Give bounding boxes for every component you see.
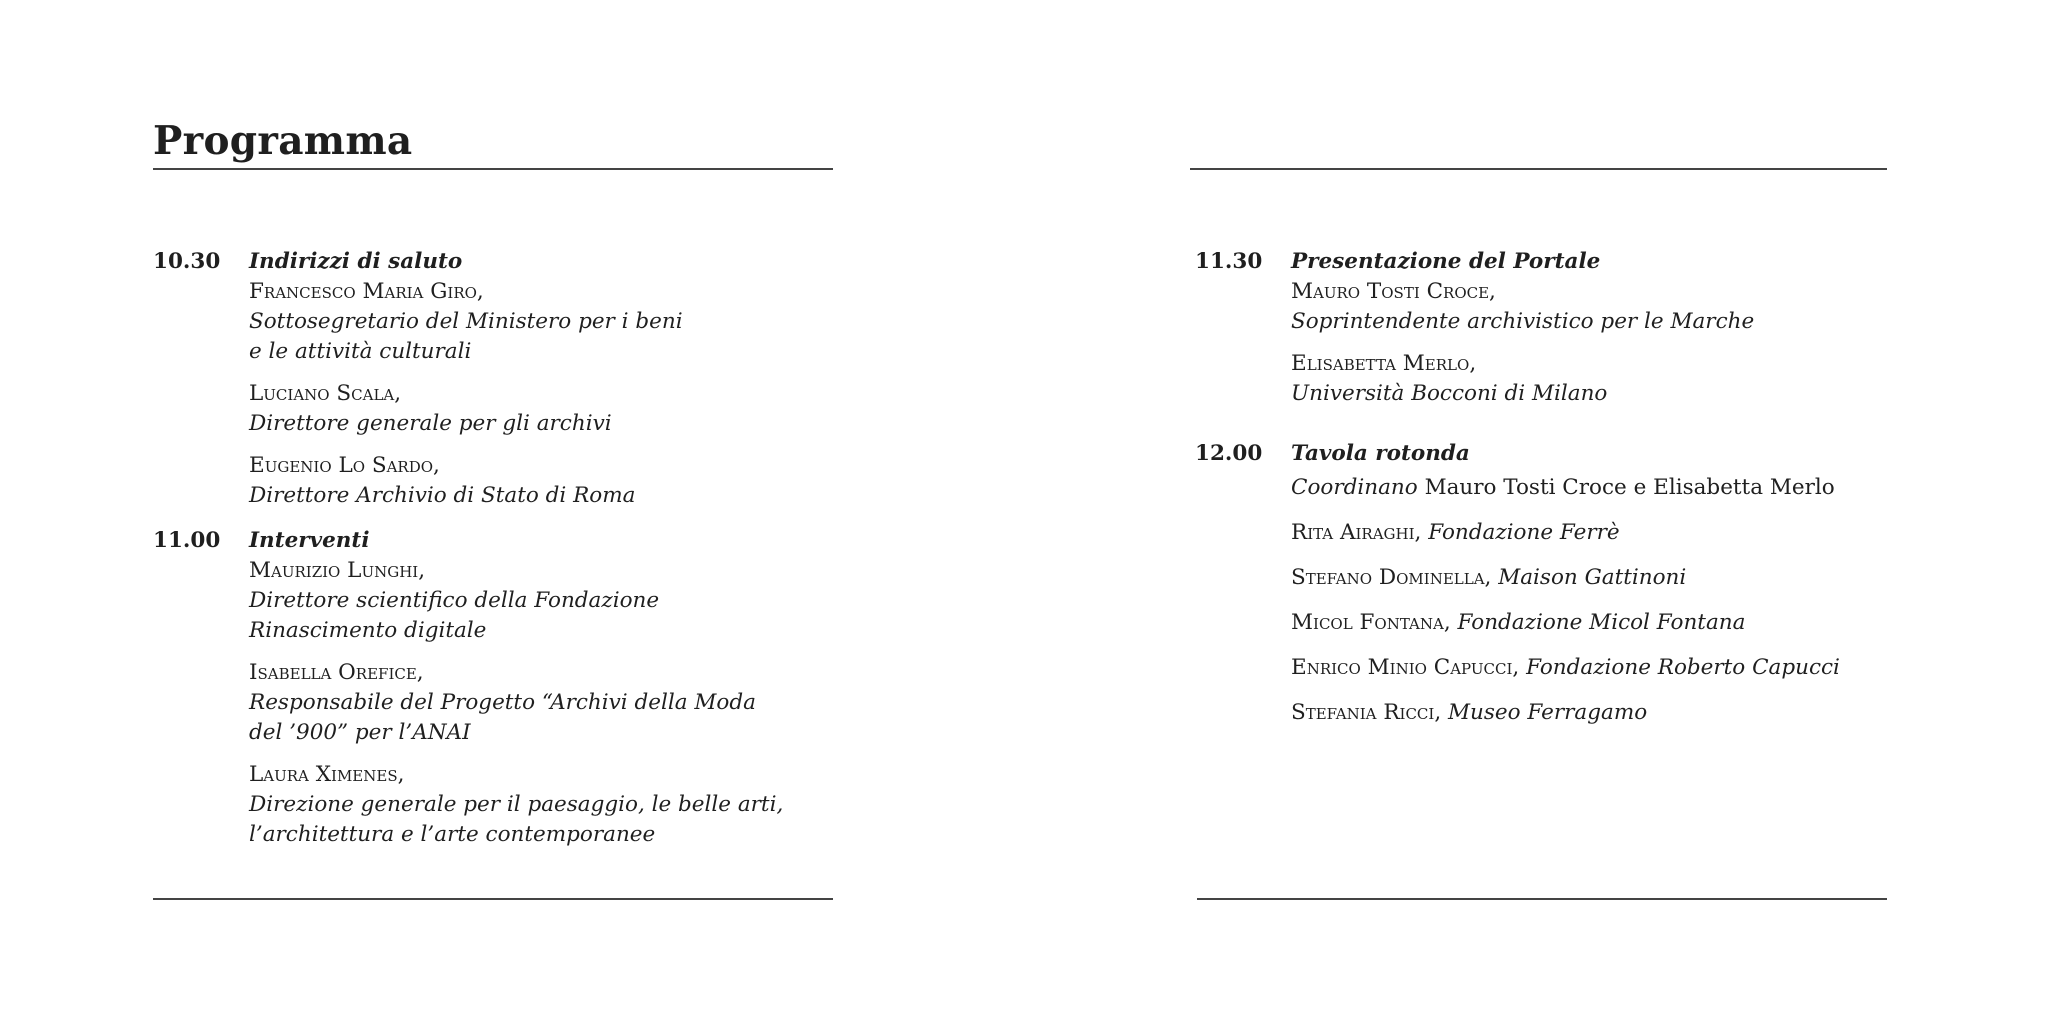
speaker: [249, 451, 873, 511]
session-body: [1291, 247, 1895, 409]
speaker-role: Direttore scientifico della Fondazione: [249, 588, 660, 613]
left-program-column: [153, 247, 873, 850]
panelist-org: Fondazione Ferrè: [1428, 520, 1620, 545]
speaker-name: Mauro Tosti Croce,: [1291, 279, 1496, 304]
speaker-name: Maurizio Lunghi,: [249, 558, 426, 583]
session-heading: Presentazione del Portale: [1291, 249, 1601, 274]
speaker-role: Direttore generale per gli archivi: [249, 411, 612, 436]
speaker-role: e le attività culturali: [249, 339, 472, 364]
panelist: [1291, 563, 1895, 593]
session-body: [249, 247, 873, 511]
speaker-role: Università Bocconi di Milano: [1291, 381, 1608, 406]
speaker-name: Francesco Maria Giro,: [249, 279, 484, 304]
page-title: Programma: [153, 118, 413, 164]
speaker: [249, 760, 873, 850]
panelist: [1291, 518, 1895, 548]
panelist-org: Fondazione Micol Fontana: [1457, 610, 1746, 635]
title-rule-left: [153, 168, 833, 170]
speaker-role: Direttore Archivio di Stato di Roma: [249, 483, 636, 508]
session-time: 10.30: [153, 249, 221, 274]
session-time: 11.00: [153, 528, 221, 553]
panelist-name: Stefania Ricci,: [1291, 700, 1442, 725]
speaker-name: Luciano Scala,: [249, 381, 402, 406]
session-1030: [153, 247, 873, 511]
speaker-role: Direzione generale per il paesaggio, le belle arti,: [249, 792, 784, 817]
title-rule-right: [1190, 168, 1887, 170]
speaker: [249, 277, 873, 367]
panelist: [1291, 698, 1895, 728]
speaker-name: Elisabetta Merlo,: [1291, 351, 1477, 376]
bottom-rule-left: [153, 898, 833, 900]
speaker-role: l’architettura e l’arte contemporanee: [249, 822, 656, 847]
panelist-name: Rita Airaghi,: [1291, 520, 1422, 545]
session-1130: [1195, 247, 1895, 409]
panelist-name: Micol Fontana,: [1291, 610, 1451, 635]
panelist-name: Stefano Dominella,: [1291, 565, 1492, 590]
speaker-name: Laura Ximenes,: [249, 762, 405, 787]
speaker: [249, 556, 873, 646]
bottom-rule-right: [1197, 898, 1887, 900]
panelist: [1291, 608, 1895, 638]
speaker-role: del ’900” per l’ANAI: [249, 720, 471, 745]
session-time: 11.30: [1195, 249, 1263, 274]
coordination-line: [1291, 473, 1895, 503]
session-heading: Tavola rotonda: [1291, 441, 1470, 466]
session-body: [1291, 439, 1895, 728]
speaker: [1291, 349, 1895, 409]
speaker-name: Isabella Orefice,: [249, 660, 424, 685]
speaker-role: Rinascimento digitale: [249, 618, 487, 643]
session-heading: Interventi: [249, 528, 370, 553]
speaker: [249, 658, 873, 748]
coordination-label: Coordinano: [1291, 475, 1418, 500]
panelist-name: Enrico Minio Capucci,: [1291, 655, 1520, 680]
speaker-name: Eugenio Lo Sardo,: [249, 453, 440, 478]
speaker-role: Responsabile del Progetto “Archivi della Moda: [249, 690, 756, 715]
right-program-column: [1195, 247, 1895, 728]
speaker-role: Sottosegretario del Ministero per i beni: [249, 309, 683, 334]
panelist-org: Museo Ferragamo: [1448, 700, 1648, 725]
speaker: [249, 379, 873, 439]
speaker-role: Soprintendente archivistico per le Marche: [1291, 309, 1755, 334]
session-body: [249, 526, 873, 850]
panelist-org: Fondazione Roberto Capucci: [1526, 655, 1840, 680]
coordination-names: Mauro Tosti Croce e Elisabetta Merlo: [1424, 475, 1835, 500]
session-1100: [153, 526, 873, 850]
panelist-org: Maison Gattinoni: [1498, 565, 1687, 590]
session-heading: Indirizzi di saluto: [249, 249, 463, 274]
session-1200: [1195, 439, 1895, 728]
session-time: 12.00: [1195, 441, 1263, 466]
speaker: [1291, 277, 1895, 337]
panelist: [1291, 653, 1895, 683]
